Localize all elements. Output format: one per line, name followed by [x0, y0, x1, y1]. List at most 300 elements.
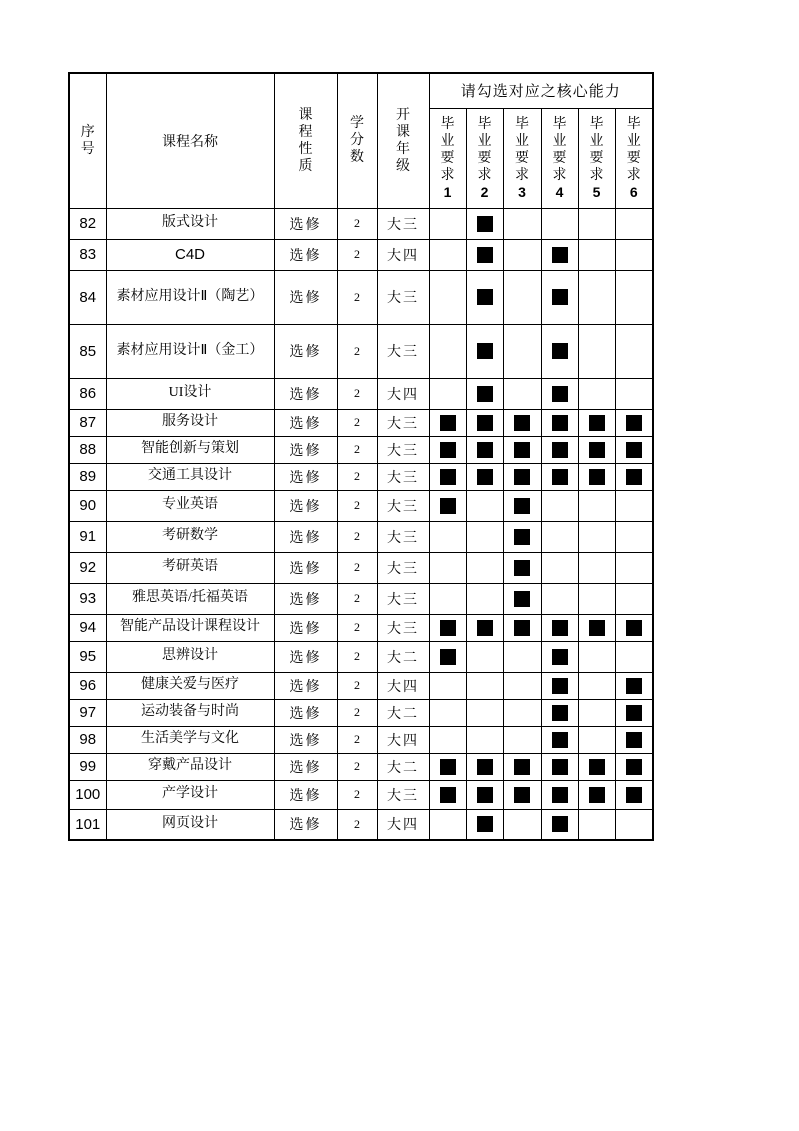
requirement-empty-cell	[615, 270, 653, 324]
check-mark	[514, 529, 530, 545]
cell-credits: 2	[337, 641, 377, 672]
cell-grade: 大二	[377, 753, 429, 780]
requirement-label: 毕业要求	[626, 116, 641, 184]
cell-course-nature: 选修	[274, 324, 337, 378]
requirement-empty-cell	[466, 672, 503, 699]
check-mark	[552, 247, 568, 263]
table-row	[69, 463, 653, 490]
cell-course-nature: 选修	[274, 726, 337, 753]
cell-course-nature: 选修	[274, 780, 337, 809]
cell-course-name: 雅思英语/托福英语	[106, 583, 274, 614]
requirement-empty-cell	[615, 521, 653, 552]
check-mark	[440, 787, 456, 803]
check-mark	[477, 759, 493, 775]
check-mark	[589, 415, 605, 431]
cell-serial-number: 90	[69, 490, 106, 521]
check-mark	[552, 415, 568, 431]
requirement-mark-cell	[429, 780, 466, 809]
cell-serial-number: 84	[69, 270, 106, 324]
requirement-mark-cell	[429, 436, 466, 463]
cell-course-name: 智能创新与策划	[106, 436, 274, 463]
header-requirement-6	[615, 108, 653, 208]
requirement-mark-cell	[429, 463, 466, 490]
header-requirement-3	[503, 108, 541, 208]
table-row	[69, 672, 653, 699]
requirement-mark-cell	[429, 641, 466, 672]
cell-credits: 2	[337, 490, 377, 521]
requirement-mark-cell	[466, 208, 503, 239]
requirement-empty-cell	[429, 270, 466, 324]
cell-course-nature: 选修	[274, 641, 337, 672]
requirement-mark-cell	[541, 270, 578, 324]
cell-serial-number: 92	[69, 552, 106, 583]
check-mark	[552, 705, 568, 721]
check-mark	[514, 469, 530, 485]
cell-course-nature: 选修	[274, 239, 337, 270]
cell-grade: 大三	[377, 409, 429, 436]
check-mark	[477, 620, 493, 636]
requirement-empty-cell	[578, 324, 615, 378]
cell-course-name: 智能产品设计课程设计	[106, 614, 274, 641]
requirement-empty-cell	[615, 641, 653, 672]
requirement-label: 毕业要求	[589, 116, 604, 184]
requirement-label: 毕业要求	[515, 116, 529, 184]
check-mark	[626, 678, 642, 694]
requirement-empty-cell	[466, 521, 503, 552]
cell-course-nature: 选修	[274, 409, 337, 436]
requirement-mark-cell	[503, 552, 541, 583]
requirement-mark-cell	[503, 521, 541, 552]
cell-grade: 大三	[377, 463, 429, 490]
requirement-mark-cell	[466, 436, 503, 463]
requirement-label: 毕业要求	[477, 116, 492, 184]
header-course-nature-label: 课程性质	[298, 107, 313, 174]
cell-credits: 2	[337, 521, 377, 552]
requirement-mark-cell	[541, 672, 578, 699]
check-mark	[477, 343, 493, 359]
requirement-mark-cell	[615, 436, 653, 463]
requirement-empty-cell	[578, 208, 615, 239]
requirement-empty-cell	[429, 699, 466, 726]
requirement-mark-cell	[503, 780, 541, 809]
cell-credits: 2	[337, 208, 377, 239]
requirement-mark-cell	[466, 378, 503, 409]
check-mark	[477, 247, 493, 263]
check-mark	[626, 469, 642, 485]
cell-serial-number: 100	[69, 780, 106, 809]
cell-course-name: C4D	[106, 239, 274, 270]
cell-credits: 2	[337, 409, 377, 436]
requirement-empty-cell	[429, 809, 466, 840]
requirement-empty-cell	[578, 378, 615, 409]
requirement-mark-cell	[541, 641, 578, 672]
requirement-empty-cell	[578, 239, 615, 270]
requirement-empty-cell	[503, 378, 541, 409]
requirement-mark-cell	[503, 614, 541, 641]
header-core-competency: 请勾选对应之核心能力	[429, 73, 653, 108]
check-mark	[440, 759, 456, 775]
check-mark	[552, 816, 568, 832]
cell-grade: 大三	[377, 436, 429, 463]
header-requirement-2	[466, 108, 503, 208]
requirement-empty-cell	[503, 641, 541, 672]
header-requirement-5	[578, 108, 615, 208]
cell-serial-number: 89	[69, 463, 106, 490]
cell-course-name: 运动装备与时尚	[106, 699, 274, 726]
cell-course-name: 专业英语	[106, 490, 274, 521]
requirement-mark-cell	[503, 436, 541, 463]
requirement-empty-cell	[615, 208, 653, 239]
requirement-mark-cell	[429, 409, 466, 436]
table-row	[69, 809, 653, 840]
requirement-empty-cell	[541, 552, 578, 583]
requirement-empty-cell	[615, 583, 653, 614]
requirement-mark-cell	[429, 753, 466, 780]
header-requirement-4	[541, 108, 578, 208]
requirement-mark-cell	[541, 378, 578, 409]
header-credits	[337, 73, 377, 208]
requirement-number: 6	[629, 184, 638, 201]
check-mark	[626, 787, 642, 803]
table-row	[69, 726, 653, 753]
cell-course-name: 产学设计	[106, 780, 274, 809]
requirement-empty-cell	[466, 641, 503, 672]
cell-course-nature: 选修	[274, 614, 337, 641]
table-row	[69, 208, 653, 239]
cell-grade: 大三	[377, 324, 429, 378]
requirement-mark-cell	[615, 780, 653, 809]
requirement-mark-cell	[466, 463, 503, 490]
requirement-number: 2	[480, 184, 489, 201]
cell-serial-number: 85	[69, 324, 106, 378]
requirement-mark-cell	[466, 614, 503, 641]
requirement-mark-cell	[578, 780, 615, 809]
requirement-empty-cell	[578, 583, 615, 614]
requirement-mark-cell	[466, 809, 503, 840]
requirement-empty-cell	[466, 490, 503, 521]
requirement-empty-cell	[429, 583, 466, 614]
header-course-name: 课程名称	[106, 73, 274, 208]
header-requirement-1	[429, 108, 466, 208]
requirement-empty-cell	[466, 726, 503, 753]
cell-serial-number: 88	[69, 436, 106, 463]
cell-serial-number: 101	[69, 809, 106, 840]
table-row	[69, 780, 653, 809]
requirement-mark-cell	[503, 753, 541, 780]
check-mark	[552, 759, 568, 775]
table-row	[69, 753, 653, 780]
requirement-mark-cell	[541, 699, 578, 726]
cell-credits: 2	[337, 324, 377, 378]
header-credits-label: 学分数	[350, 116, 364, 166]
check-mark	[514, 787, 530, 803]
check-mark	[477, 415, 493, 431]
requirement-mark-cell	[503, 490, 541, 521]
cell-serial-number: 94	[69, 614, 106, 641]
requirement-mark-cell	[541, 726, 578, 753]
requirement-empty-cell	[429, 324, 466, 378]
table-row	[69, 378, 653, 409]
requirement-mark-cell	[466, 780, 503, 809]
header-grade-label: 开课年级	[396, 107, 410, 174]
check-mark	[589, 759, 605, 775]
header-serial-number-label: 序号	[80, 124, 95, 157]
check-mark	[552, 343, 568, 359]
header-serial-number	[69, 73, 106, 208]
cell-credits: 2	[337, 270, 377, 324]
requirement-number: 5	[592, 184, 601, 201]
cell-credits: 2	[337, 239, 377, 270]
requirement-mark-cell	[578, 409, 615, 436]
table-row	[69, 270, 653, 324]
requirement-mark-cell	[615, 699, 653, 726]
requirement-mark-cell	[615, 672, 653, 699]
cell-serial-number: 86	[69, 378, 106, 409]
requirement-empty-cell	[578, 270, 615, 324]
requirement-mark-cell	[615, 463, 653, 490]
requirement-number: 1	[443, 184, 452, 201]
cell-course-name: 素材应用设计Ⅱ（陶艺）	[106, 270, 274, 324]
cell-course-nature: 选修	[274, 672, 337, 699]
requirement-mark-cell	[466, 753, 503, 780]
check-mark	[552, 289, 568, 305]
requirement-mark-cell	[503, 409, 541, 436]
cell-grade: 大三	[377, 521, 429, 552]
cell-grade: 大四	[377, 726, 429, 753]
requirement-empty-cell	[503, 208, 541, 239]
requirement-empty-cell	[615, 809, 653, 840]
check-mark	[552, 649, 568, 665]
cell-credits: 2	[337, 614, 377, 641]
table-row	[69, 239, 653, 270]
requirement-empty-cell	[466, 583, 503, 614]
requirement-label: 毕业要求	[440, 116, 455, 184]
table-row	[69, 583, 653, 614]
requirement-mark-cell	[541, 239, 578, 270]
cell-course-nature: 选修	[274, 208, 337, 239]
cell-grade: 大四	[377, 672, 429, 699]
check-mark	[477, 442, 493, 458]
check-mark	[477, 469, 493, 485]
cell-grade: 大四	[377, 809, 429, 840]
check-mark	[552, 678, 568, 694]
check-mark	[440, 442, 456, 458]
check-mark	[477, 386, 493, 402]
cell-course-name: 穿戴产品设计	[106, 753, 274, 780]
requirement-empty-cell	[429, 208, 466, 239]
requirement-empty-cell	[503, 699, 541, 726]
check-mark	[477, 216, 493, 232]
check-mark	[514, 442, 530, 458]
check-mark	[626, 620, 642, 636]
cell-grade: 大四	[377, 239, 429, 270]
check-mark	[514, 415, 530, 431]
check-mark	[440, 649, 456, 665]
requirement-empty-cell	[615, 239, 653, 270]
check-mark	[440, 620, 456, 636]
cell-grade: 大三	[377, 614, 429, 641]
requirement-empty-cell	[578, 809, 615, 840]
requirement-empty-cell	[541, 521, 578, 552]
check-mark	[477, 787, 493, 803]
requirement-label: 毕业要求	[552, 116, 567, 184]
cell-course-name: 版式设计	[106, 208, 274, 239]
course-table-body	[69, 208, 653, 840]
cell-course-name: 生活美学与文化	[106, 726, 274, 753]
cell-credits: 2	[337, 583, 377, 614]
requirement-mark-cell	[503, 463, 541, 490]
requirement-mark-cell	[578, 614, 615, 641]
requirement-empty-cell	[503, 672, 541, 699]
cell-grade: 大二	[377, 641, 429, 672]
cell-serial-number: 83	[69, 239, 106, 270]
check-mark	[552, 732, 568, 748]
cell-credits: 2	[337, 552, 377, 583]
table-row	[69, 641, 653, 672]
check-mark	[552, 469, 568, 485]
requirement-empty-cell	[578, 726, 615, 753]
check-mark	[440, 498, 456, 514]
cell-course-name: 健康关爱与医疗	[106, 672, 274, 699]
requirement-mark-cell	[466, 409, 503, 436]
cell-grade: 大三	[377, 490, 429, 521]
check-mark	[626, 442, 642, 458]
requirement-mark-cell	[429, 490, 466, 521]
cell-credits: 2	[337, 699, 377, 726]
check-mark	[477, 816, 493, 832]
requirement-empty-cell	[503, 239, 541, 270]
requirement-empty-cell	[578, 672, 615, 699]
requirement-mark-cell	[615, 614, 653, 641]
cell-course-nature: 选修	[274, 270, 337, 324]
requirement-empty-cell	[615, 378, 653, 409]
requirement-empty-cell	[429, 726, 466, 753]
requirement-mark-cell	[466, 270, 503, 324]
table-row	[69, 324, 653, 378]
header-grade	[377, 73, 429, 208]
requirement-empty-cell	[615, 552, 653, 583]
cell-credits: 2	[337, 672, 377, 699]
check-mark	[626, 705, 642, 721]
requirement-empty-cell	[541, 490, 578, 521]
table-row	[69, 521, 653, 552]
requirement-empty-cell	[578, 521, 615, 552]
check-mark	[514, 759, 530, 775]
check-mark	[552, 442, 568, 458]
check-mark	[514, 498, 530, 514]
requirement-empty-cell	[541, 208, 578, 239]
requirement-empty-cell	[615, 490, 653, 521]
cell-course-name: 考研数学	[106, 521, 274, 552]
requirement-empty-cell	[503, 726, 541, 753]
table-row	[69, 436, 653, 463]
requirement-empty-cell	[466, 699, 503, 726]
requirement-mark-cell	[466, 324, 503, 378]
requirement-empty-cell	[429, 552, 466, 583]
requirement-empty-cell	[503, 270, 541, 324]
cell-credits: 2	[337, 809, 377, 840]
cell-course-nature: 选修	[274, 521, 337, 552]
course-table	[68, 72, 654, 841]
cell-course-nature: 选修	[274, 436, 337, 463]
cell-course-name: UI设计	[106, 378, 274, 409]
cell-serial-number: 93	[69, 583, 106, 614]
cell-course-name: 考研英语	[106, 552, 274, 583]
requirement-number: 3	[518, 184, 526, 201]
check-mark	[626, 732, 642, 748]
check-mark	[589, 787, 605, 803]
requirement-empty-cell	[429, 239, 466, 270]
cell-serial-number: 82	[69, 208, 106, 239]
requirement-mark-cell	[429, 614, 466, 641]
requirement-mark-cell	[615, 409, 653, 436]
table-row	[69, 552, 653, 583]
cell-course-name: 服务设计	[106, 409, 274, 436]
cell-grade: 大三	[377, 208, 429, 239]
requirement-mark-cell	[578, 753, 615, 780]
cell-credits: 2	[337, 753, 377, 780]
check-mark	[514, 560, 530, 576]
cell-course-name: 思辨设计	[106, 641, 274, 672]
requirement-mark-cell	[541, 753, 578, 780]
cell-course-nature: 选修	[274, 490, 337, 521]
check-mark	[552, 620, 568, 636]
cell-course-name: 网页设计	[106, 809, 274, 840]
check-mark	[477, 289, 493, 305]
cell-credits: 2	[337, 436, 377, 463]
requirement-empty-cell	[541, 583, 578, 614]
cell-course-nature: 选修	[274, 699, 337, 726]
cell-serial-number: 91	[69, 521, 106, 552]
requirement-empty-cell	[466, 552, 503, 583]
check-mark	[514, 591, 530, 607]
cell-serial-number: 99	[69, 753, 106, 780]
cell-course-name: 交通工具设计	[106, 463, 274, 490]
cell-course-nature: 选修	[274, 753, 337, 780]
cell-grade: 大三	[377, 270, 429, 324]
table-row	[69, 699, 653, 726]
cell-serial-number: 97	[69, 699, 106, 726]
requirement-empty-cell	[429, 672, 466, 699]
requirement-mark-cell	[541, 436, 578, 463]
check-mark	[440, 415, 456, 431]
requirement-mark-cell	[541, 780, 578, 809]
cell-grade: 大三	[377, 552, 429, 583]
cell-serial-number: 87	[69, 409, 106, 436]
cell-credits: 2	[337, 463, 377, 490]
header-course-nature	[274, 73, 337, 208]
requirement-mark-cell	[578, 436, 615, 463]
cell-course-name: 素材应用设计Ⅱ（金工）	[106, 324, 274, 378]
cell-grade: 大三	[377, 780, 429, 809]
cell-serial-number: 98	[69, 726, 106, 753]
requirement-mark-cell	[541, 324, 578, 378]
requirement-mark-cell	[541, 809, 578, 840]
requirement-mark-cell	[541, 409, 578, 436]
check-mark	[552, 787, 568, 803]
requirement-empty-cell	[578, 490, 615, 521]
requirement-mark-cell	[615, 753, 653, 780]
requirement-mark-cell	[615, 726, 653, 753]
requirement-empty-cell	[503, 809, 541, 840]
requirement-empty-cell	[503, 324, 541, 378]
requirement-empty-cell	[429, 521, 466, 552]
check-mark	[626, 759, 642, 775]
cell-credits: 2	[337, 378, 377, 409]
requirement-mark-cell	[503, 583, 541, 614]
requirement-mark-cell	[541, 463, 578, 490]
cell-grade: 大二	[377, 699, 429, 726]
